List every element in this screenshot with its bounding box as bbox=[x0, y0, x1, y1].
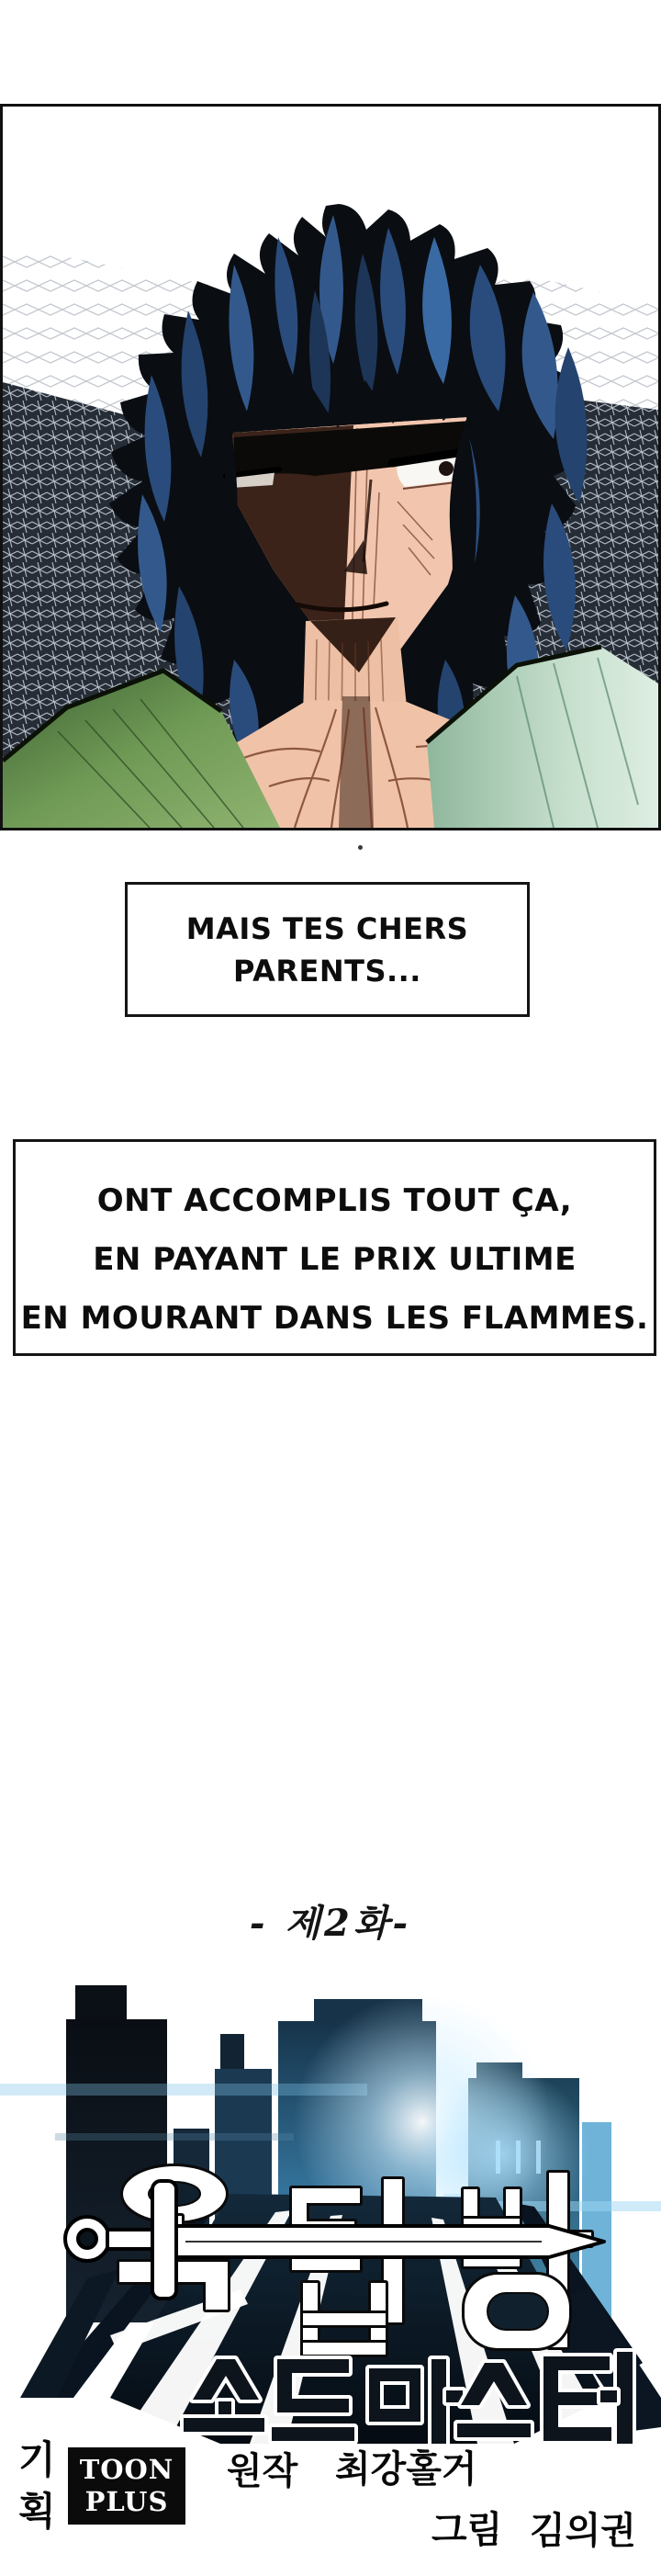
title-logo bbox=[0, 1966, 661, 2444]
period-dot bbox=[358, 845, 363, 850]
studio-logo-toonplus bbox=[68, 2447, 185, 2525]
speech-box-1 bbox=[125, 882, 530, 1017]
speech2-line3: EN MOURANT DANS LES FLAMMES. bbox=[20, 1300, 649, 1337]
studio-line2: PLUS bbox=[84, 2486, 169, 2517]
credit-planning-label bbox=[18, 2435, 56, 2537]
credit-original-author: 최강홀거 bbox=[335, 2448, 477, 2491]
credit-planning-char2: 획 bbox=[18, 2489, 56, 2534]
studio-line1: TOON bbox=[79, 2454, 174, 2485]
credit-art-author: 김의권 bbox=[530, 2510, 636, 2552]
credit-planning-char1: 기 bbox=[18, 2437, 56, 2482]
speech1-line1: MAIS TES CHERS bbox=[185, 911, 469, 946]
light-streak bbox=[55, 2133, 294, 2141]
speech2-line2: EN PAYANT LE PRIX ULTIME bbox=[93, 1241, 577, 1278]
title-logo-art bbox=[0, 1966, 661, 2444]
chapter-heading: - 제2화- bbox=[249, 1902, 412, 1945]
comic-panel-art bbox=[3, 107, 658, 828]
credit-art-label: 그림 bbox=[431, 2509, 503, 2551]
speech1-line2: PARENTS... bbox=[233, 954, 421, 989]
comic-panel bbox=[0, 104, 661, 830]
credit-original-label: 원작 bbox=[227, 2450, 298, 2492]
speech-box-2 bbox=[13, 1139, 656, 1356]
speech2-line1: ONT ACCOMPLIS TOUT ÇA, bbox=[96, 1182, 573, 1219]
